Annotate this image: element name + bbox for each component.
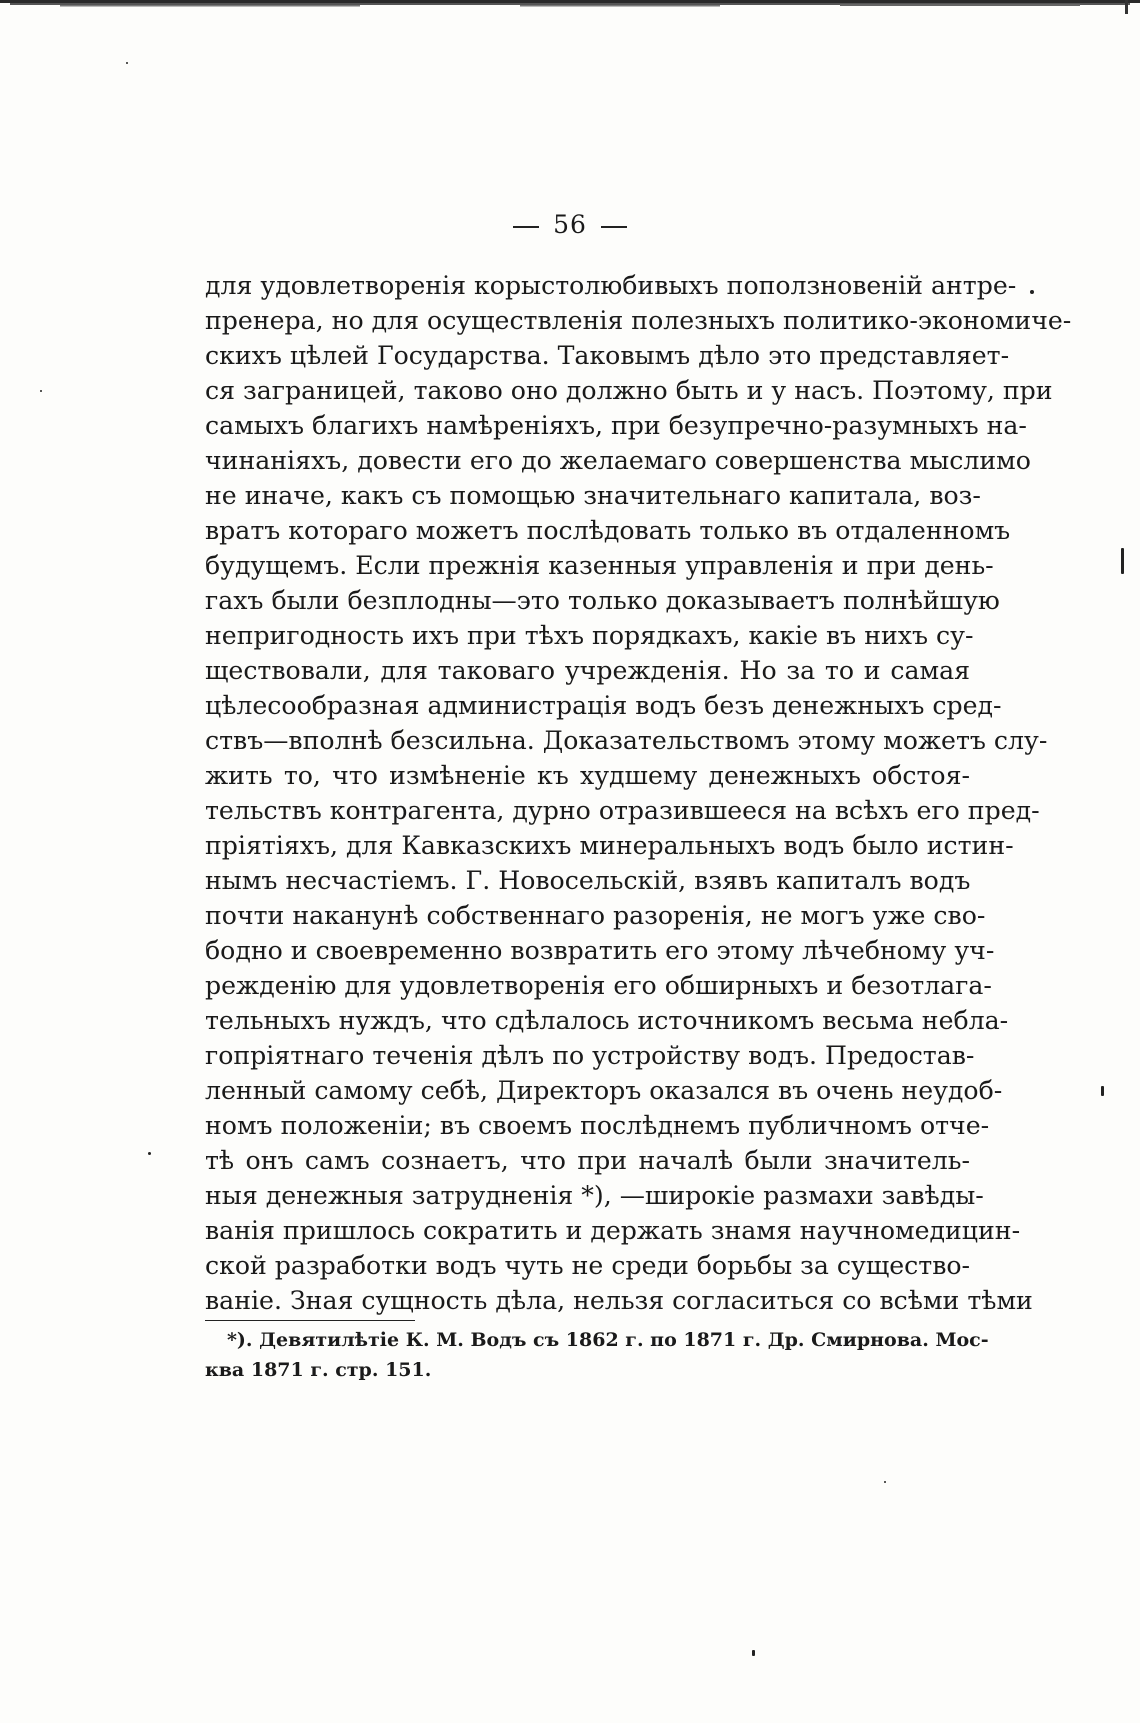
- page-number-dash-left: [513, 226, 539, 228]
- page-number-dash-right: [601, 226, 627, 228]
- text-line: ствъ—вполнѣ безсильна. Доказательствомъ этому можетъ слу-: [205, 726, 1048, 755]
- text-line: ваніе. Зная сущность дѣла, нельзя согласиться со всѣми тѣми: [205, 1286, 1033, 1315]
- footnote: [205, 1325, 989, 1385]
- footnote-line: *). Девятилѣтіе К. М. Водъ съ 1862 г. по 1871 г. Др. Смирнова. Мос-: [227, 1329, 989, 1351]
- text-line: не иначе, какъ съ помощью значительнаго капитала, воз-: [205, 481, 981, 510]
- text-line: непригодность ихъ при тѣхъ порядкахъ, какіе въ нихъ су-: [205, 621, 974, 650]
- scan-speck: [1030, 290, 1034, 294]
- text-line: самыхъ благихъ намѣреніяхъ, при безупречно-разумныхъ на-: [205, 411, 1027, 440]
- text-line: гахъ были безплодны—это только доказываетъ полнѣйшую: [205, 586, 1000, 615]
- text-line: будущемъ. Если прежнія казенныя управленія и при день-: [205, 551, 994, 580]
- text-line: чинаніяхъ, довести его до желаемаго совершенства мыслимо: [205, 446, 1031, 475]
- text-line: цѣлесообразная администрація водъ безъ денежныхъ сред-: [205, 691, 1002, 720]
- scan-speck: [884, 1481, 886, 1483]
- text-line: гопріятнаго теченія дѣлъ по устройству водъ. Предостав-: [205, 1041, 975, 1070]
- text-line: ской разработки водъ чуть не среди борьбы за существо-: [205, 1251, 971, 1280]
- text-line: тельныхъ нуждъ, что сдѣлалось источникомъ весьма небла-: [205, 1006, 1009, 1035]
- text-line: нымъ несчастіемъ. Г. Новосельскій, взявъ капиталъ водъ: [205, 866, 971, 895]
- page-number-value: 56: [553, 210, 587, 239]
- scan-speck: [40, 390, 42, 392]
- text-line: ществовали, для таковаго учрежденія. Но за то и самая: [205, 656, 970, 685]
- scan-speck: [1101, 1086, 1104, 1096]
- text-line: тѣ онъ самъ сознаетъ, что при началѣ были значитель-: [205, 1146, 970, 1175]
- text-line: пріятіяхъ, для Кавказскихъ минеральныхъ водъ было истин-: [205, 831, 1014, 860]
- text-line: ленный самому себѣ, Директоръ оказался въ очень неудоб-: [205, 1076, 1003, 1105]
- footnote-divider: [205, 1320, 415, 1321]
- text-line: ся заграницей, таково оно должно быть и у насъ. Поэтому, при: [205, 376, 1053, 405]
- scan-speck: [752, 1650, 755, 1656]
- text-line: для удовлетворенія корыстолюбивыхъ поползновеній антре-: [205, 271, 1017, 300]
- footnote-line: ква 1871 г. стр. 151.: [205, 1359, 432, 1381]
- text-line: ныя денежныя затрудненія *), —широкіе размахи завѣды-: [205, 1181, 984, 1210]
- scan-speck: [126, 62, 128, 64]
- text-line: бодно и своевременно возвратить его этому лѣчебному уч-: [205, 936, 995, 965]
- text-line: скихъ цѣлей Государства. Таковымъ дѣло это представляет-: [205, 341, 1010, 370]
- text-line: пренера, но для осуществленія полезныхъ политико-экономиче-: [205, 306, 1072, 335]
- scan-edge-artifact: [0, 0, 1140, 14]
- body-text: [205, 268, 1072, 1318]
- text-line: ванія пришлось сократить и держать знамя научномедицин-: [205, 1216, 1021, 1245]
- scan-speck: [1121, 548, 1124, 574]
- scan-speck: [148, 1152, 151, 1155]
- text-line: вратъ котораго можетъ послѣдовать только въ отдаленномъ: [205, 516, 1011, 545]
- text-line: тельствъ контрагента, дурно отразившееся на всѣхъ его пред-: [205, 796, 1040, 825]
- text-line: жить то, что измѣненіе къ худшему денежныхъ обстоя-: [205, 761, 970, 790]
- page-number: [0, 210, 1140, 239]
- text-line: почти наканунѣ собственнаго разоренія, не могъ уже сво-: [205, 901, 986, 930]
- text-line: режденію для удовлетворенія его обширныхъ и безотлага-: [205, 971, 992, 1000]
- text-line: номъ положеніи; въ своемъ послѣднемъ публичномъ отче-: [205, 1111, 990, 1140]
